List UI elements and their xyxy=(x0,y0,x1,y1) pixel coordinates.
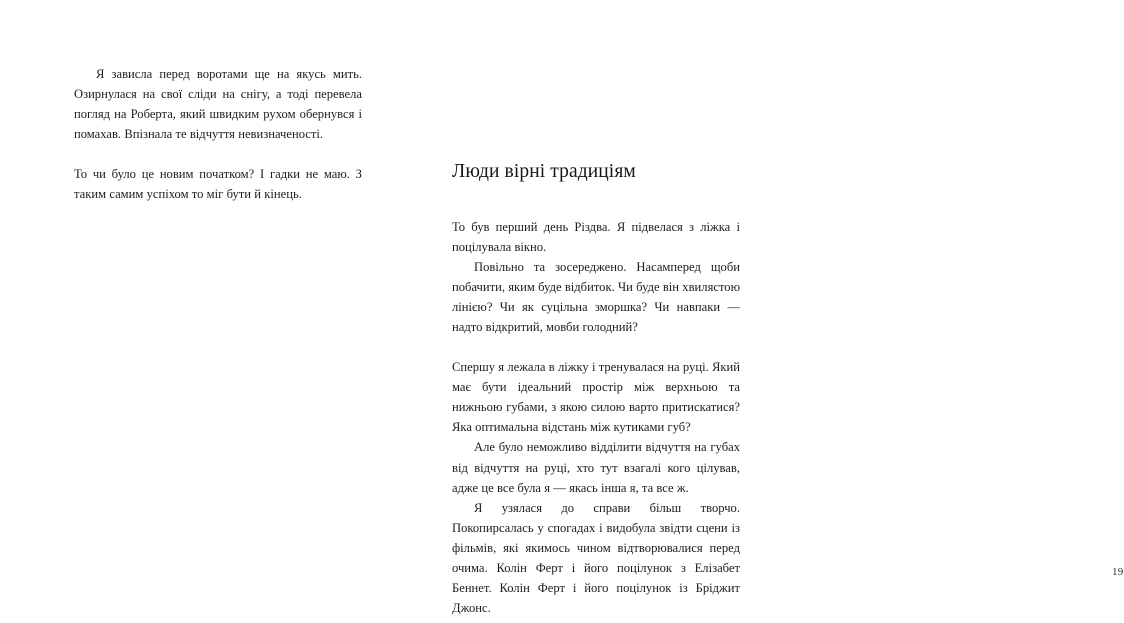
paragraph: Повільно та зосереджено. Насамперед щоби побачити, яким буде відбиток. Чи буде він хвилястою лінією? Чи як суцільна зморшка? Чи навпаки — надто відкритий, мовби голодний? xyxy=(452,260,740,335)
paragraph: Але було неможливо відділити відчуття на губах від відчуття на руці, хто тут взагалі кого цілував, адже це все була я — якась інша я, та все ж. xyxy=(452,440,740,495)
paragraph: То чи було це новим початком? І гадки не маю. З таким самим успіхом то міг бути й кінець. xyxy=(74,167,362,202)
left-page-text-block xyxy=(74,64,362,204)
paragraph: Спершу я лежала в ліжку і тренувалася на руці. Який має бути ідеальний простір між верхньою та нижньою губами, з якою силою варто притискатися? Яка оптимальна відстань між кутиками губ? xyxy=(452,360,740,435)
right-page-text-block xyxy=(452,217,740,618)
paragraph: Я зависла перед воротами ще на якусь мить. Озирнулася на свої сліди на снігу, а тоді перевела погляд на Роберта, який швидким рухом обернувся і помахав. Впізнала те відчуття невизначеності. xyxy=(74,67,362,142)
right-page xyxy=(400,0,1124,623)
paragraph: Я узялася до справи більш творчо. Покопирсалась у спогадах і видобула звідти сцени із фільмів, які якимось чином відтворювалися перед очима. Колін Ферт і його поцілунок з Елізабет Беннет. Колін Ферт і його поцілунок із Бріджит Джонс. xyxy=(452,500,740,615)
chapter-title: Люди вірні традиціям xyxy=(452,161,636,182)
page-number: 19 xyxy=(1112,566,1124,578)
left-page xyxy=(0,0,400,623)
paragraph: То був перший день Різдва. Я підвелася з ліжка і поцілувала вікно. xyxy=(452,220,740,255)
